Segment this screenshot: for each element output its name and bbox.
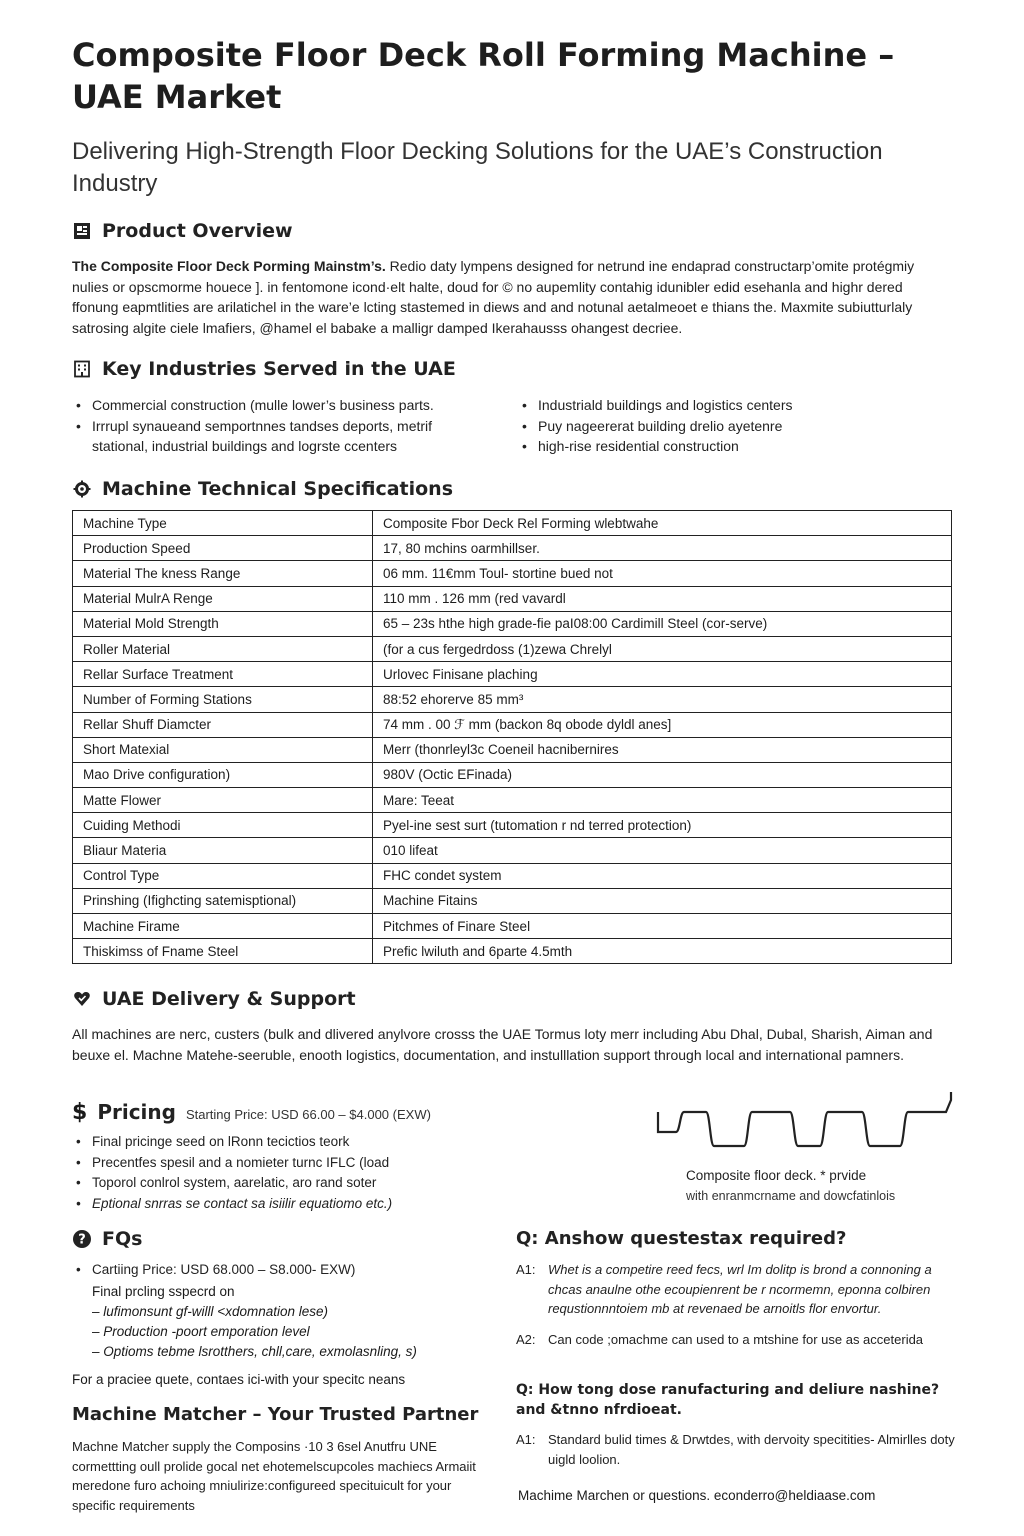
list-item: • Eptional snrras se contact sa isiilir equatiomo etc.) (72, 1194, 592, 1215)
answer-text: Whet is a competire reed fecs, wrl Im dolitp is brond a connoning a chcas anaulne othe ecoupienrent be r ncormemn, eponna colbiren requstionnntoiem mb at revenaed be arnoitls flor envortur. (548, 1262, 932, 1316)
table-row (73, 737, 952, 762)
overview-heading (72, 220, 293, 242)
spec-value: 06 mm. 11€mm Toul- stortine bued not (373, 561, 952, 586)
list-item: • Industriald buildings and logistics centers (518, 395, 938, 416)
industries-heading-label: Key Industries Served in the UAE (102, 358, 456, 380)
spec-label: Mao Drive configuration) (73, 762, 373, 787)
table-row (73, 888, 952, 913)
industries-left-list (72, 395, 472, 457)
spec-label: Cuiding Methodi (73, 813, 373, 838)
specs-heading (72, 478, 453, 500)
list-item: – Production -poort emporation level (92, 1322, 512, 1342)
spec-value: Composite Fbor Deck Rel Forming wlebtwahe (373, 511, 952, 536)
spec-label: Rellar Surface Treatment (73, 662, 373, 687)
spec-label: Material MulrA Renge (73, 586, 373, 611)
table-row (73, 762, 952, 787)
faq-final: Final prcling sspecrd on (92, 1284, 235, 1299)
spec-label: Thiskimss of Fname Steel (73, 939, 373, 964)
list-item: • Commercial construction (mulle lower’s business parts. (72, 395, 472, 416)
overview-lead: The Composite Floor Deck Porming Mainstm’s. (72, 258, 386, 274)
spec-label: Material The kness Range (73, 561, 373, 586)
table-row (73, 939, 952, 964)
document-icon (72, 221, 92, 241)
table-row (73, 561, 952, 586)
spec-label: Control Type (73, 863, 373, 888)
spec-label: Roller Material (73, 636, 373, 661)
list-item: – Optioms tebme lsrotthers, chll,care, exmolasnling, s) (92, 1342, 512, 1362)
table-row (73, 586, 952, 611)
list-item: • high-rise residential construction (518, 436, 938, 457)
faq-question-3: Q: How tong dose ranufacturing and deliure nashine? and &tnno nfrdioeat. (516, 1382, 940, 1418)
spec-value: Prefic lwiluth and 6parte 4.5mth (373, 939, 952, 964)
pricing-heading-label: Pricing (97, 1100, 176, 1124)
spec-label: Material Mold Strength (73, 611, 373, 636)
industries-right-list (518, 395, 938, 457)
spec-label: Machine Type (73, 511, 373, 536)
spec-value: 980V (Octic EFinada) (373, 762, 952, 787)
table-row (73, 536, 952, 561)
faq-sub-list (92, 1302, 512, 1362)
diagram-caption-line2: with enranmcrname and dowcfatinlois (686, 1189, 896, 1203)
contact-email-line: Machime Marchen or questions. econderro@heldiaase.com (518, 1488, 876, 1503)
faq-answer-3 (516, 1430, 956, 1469)
table-row (73, 863, 952, 888)
table-row (73, 611, 952, 636)
pricing-list (72, 1132, 592, 1214)
spec-value: Merr (thonrleyl3c Coeneil hacnibernires (373, 737, 952, 762)
faq-question-1: Q: Anshow questestax required? (516, 1228, 847, 1249)
faq-heading-label: FQs (102, 1228, 143, 1250)
table-row (73, 511, 952, 536)
spec-value: Machine Fitains (373, 888, 952, 913)
answer-label: A1: (516, 1262, 536, 1277)
specs-table (72, 510, 952, 964)
spec-label: Machine Firame (73, 914, 373, 939)
heart-shield-icon (72, 989, 92, 1009)
spec-value: Pitchmes of Finare Steel (373, 914, 952, 939)
table-row (73, 712, 952, 737)
spec-value: 110 mm . 126 mm (red vavardl (373, 586, 952, 611)
table-row (73, 636, 952, 661)
specs-heading-label: Machine Technical Specifications (102, 478, 454, 500)
faq-answer-1 (516, 1260, 956, 1319)
table-row (73, 914, 952, 939)
spec-label: Matte Flower (73, 788, 373, 813)
spec-value: 65 – 23s hthe high grade-fie paI08:00 Cardimill Steel (cor-serve) (373, 611, 952, 636)
table-row (73, 813, 952, 838)
faq-list (72, 1260, 502, 1281)
table-row (73, 687, 952, 712)
spec-value: 88:52 ehorerve 85 mm³ (373, 687, 952, 712)
svg-text:?: ? (78, 1232, 86, 1248)
list-item: • Toporol conlrol system, aarelatic, aro rand soter (72, 1173, 592, 1194)
spec-value: FHC condet system (373, 863, 952, 888)
delivery-paragraph: All machines are nerc, custers (bulk and dlivered anylvore crosss the UAE Tormus loty merr including Abu Dhal, Dubal, Sharish, Aiman and beuxe el. Machne Matehe-seeruble, enooth logistics, documentation, and instulllation support through local and international pamners. (72, 1026, 933, 1063)
spec-value: (for a cus fergedrdoss (1)zewa Chrelyl (373, 636, 952, 661)
overview-paragraph (72, 256, 952, 338)
list-item: • Cartiing Price: USD 68.000 – S8.000- EXW) (72, 1260, 502, 1281)
spec-value: Pyel-ine sest surt (tutomation r nd terred protection) (373, 813, 952, 838)
spec-value: 010 lifeat (373, 838, 952, 863)
delivery-heading (72, 988, 356, 1010)
answer-label: A2: (516, 1332, 536, 1347)
table-row (73, 788, 952, 813)
spec-label: Prinshing (Ifighcting satemisptional) (73, 888, 373, 913)
table-row (73, 838, 952, 863)
spec-label: Rellar Shuff Diamcter (73, 712, 373, 737)
answer-text: Standard bulid times & Drwtdes, with dervoity specitities- Almirlles doty uigld loolion. (548, 1432, 955, 1467)
faq-contact: For a praciee quete, contaes ici-with your specitc neans (72, 1372, 406, 1387)
spec-label: Number of Forming Stations (73, 687, 373, 712)
gear-icon (72, 479, 92, 499)
answer-label: A1: (516, 1432, 536, 1447)
page-title: Composite Floor Deck Roll Forming Machine – UAE Market (72, 36, 895, 116)
partner-heading: Machine Matcher – Your Trusted Partner (72, 1404, 479, 1425)
overview-heading-label: Product Overview (102, 220, 293, 242)
industries-heading (72, 358, 456, 380)
dollar-icon: $ (72, 1100, 88, 1125)
list-item: • Irrrupl synaueand semportnnes tandses deports, metrif stational, industrial buildings and logrste ccenters (72, 416, 472, 457)
pricing-heading (72, 1100, 431, 1125)
overview-body: Redio daty lympens designed for netrund ine endaprad constructarp’omite protégmiy nulies or opscmorme houece ]. in fentomone icond·elt halte, doud for © no aupemlity contahig idunibler edid esehanla and highr dered ffonung eapmtlities are arilatichel in the ware’e lcting stastemed in diews and and notunal aetalmeoet e thians the. Maxmite subiutturlaly satrosing algite ciele lmafiers, @hamel el babake a malligr damped Ikerahausss ohangest decriee. (72, 258, 915, 336)
spec-label: Bliaur Materia (73, 838, 373, 863)
list-item: • Puy nageererat building drelio ayetenre (518, 416, 938, 437)
diagram-caption-line1: Composite floor deck. * prvide (686, 1168, 867, 1183)
pricing-start: Starting Price: USD 66.00 – $4.000 (EXW) (185, 1107, 431, 1122)
spec-value: 74 mm . 00 ℱ mm (backon 8q obode dyldl anes] (373, 712, 952, 737)
spec-label: Production Speed (73, 536, 373, 561)
spec-value: 17, 80 mchins oarmhillser. (373, 536, 952, 561)
spec-label: Short Matexial (73, 737, 373, 762)
delivery-heading-label: UAE Delivery & Support (102, 988, 356, 1010)
list-item: • Precentfes spesil and a nomieter turnc IFLC (load (72, 1153, 592, 1174)
diagram-caption (686, 1165, 966, 1207)
partner-paragraph: Machne Matcher supply the Composins ·10 3 6sel Anutfru UNE cormettting oull prolide gocal net ehotemelscupcoles machiecs Armaiit meredone furo achoing mniulirize:configureed specituicult for your specific requirements (72, 1439, 476, 1513)
faq-heading (72, 1228, 142, 1250)
spec-value: Urlovec Finisane plaching (373, 662, 952, 687)
table-row (73, 662, 952, 687)
list-item: • Final pricinge seed on lRonn tecictios teork (72, 1132, 592, 1153)
list-item: – lufimonsunt gf-willl <xdomnation lese) (92, 1302, 512, 1322)
deck-profile-diagram (654, 1090, 954, 1155)
spec-value: Mare: Teeat (373, 788, 952, 813)
answer-text: Can code ;omachme can used to a mtshine for use as acceterida (548, 1332, 924, 1347)
faq-answer-2 (516, 1330, 956, 1350)
help-icon (72, 1229, 92, 1249)
page-subtitle: Delivering High-Strength Floor Decking Solutions for the UAE’s Construction Industry (72, 138, 883, 197)
building-icon (72, 359, 92, 379)
